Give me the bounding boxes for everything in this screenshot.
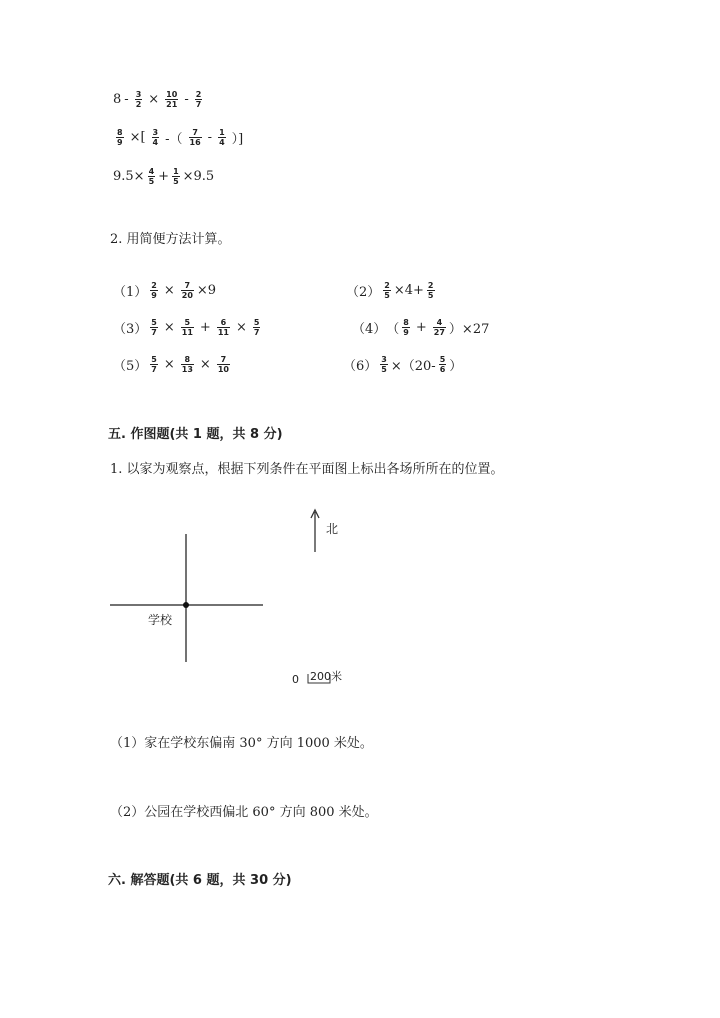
fraction: [165, 90, 178, 109]
fraction: [135, 90, 143, 109]
fraction: [402, 318, 410, 337]
fraction: [253, 318, 261, 337]
numerator: 7: [220, 355, 227, 364]
operator: -: [184, 92, 189, 107]
operator: ×: [148, 92, 160, 107]
q2-item-3: [113, 318, 263, 337]
north-arrow-icon: [311, 510, 319, 552]
denominator: 5: [427, 291, 434, 300]
denominator: 5: [384, 291, 390, 300]
numerator: 4: [436, 318, 443, 327]
numerator: 2: [195, 90, 202, 99]
numerator: 3: [135, 90, 142, 99]
denominator: 20: [181, 291, 193, 300]
item-label: （6）: [343, 359, 378, 374]
numerator: 7: [192, 128, 198, 137]
denominator: 27: [433, 328, 445, 337]
q2-item-1: [113, 281, 216, 300]
number: ×9.5: [182, 169, 215, 184]
numerator: 2: [384, 281, 390, 290]
item-label: （2）: [346, 285, 381, 300]
operator: ×: [235, 320, 247, 335]
numerator: 2: [151, 281, 157, 290]
denominator: 5: [173, 177, 179, 186]
q2-item-6: [343, 355, 462, 374]
fraction: [181, 355, 194, 374]
numerator: 3: [381, 355, 387, 364]
section-5-title: 五. 作图题(共 1 题，共 8 分): [108, 427, 283, 442]
operator: ×[: [129, 130, 146, 145]
operator: +: [415, 320, 427, 335]
operator: ×: [199, 357, 211, 372]
fraction: [181, 318, 194, 337]
operator: -: [207, 130, 213, 145]
operator: （: [386, 322, 400, 337]
denominator: 7: [253, 328, 260, 337]
denominator: 7: [195, 100, 202, 109]
denominator: 6: [439, 365, 446, 374]
numerator: 3: [152, 128, 159, 137]
section-5-sub1: （1）家在学校东偏南 30° 方向 1000 米处。: [110, 736, 373, 751]
denominator: 9: [117, 138, 123, 147]
operator: +: [158, 169, 170, 184]
numerator: 8: [184, 355, 191, 364]
expr-row-3: [113, 167, 214, 186]
operator: ）]: [231, 132, 244, 147]
fraction: [172, 167, 180, 186]
operator: -（: [165, 132, 183, 147]
school-label: 学校: [148, 613, 173, 627]
numerator: 5: [151, 318, 157, 327]
numerator: 10: [166, 90, 178, 99]
operator: ×（20-: [390, 359, 436, 374]
numerator: 5: [253, 318, 260, 327]
fraction: [116, 128, 124, 147]
fraction: [152, 128, 160, 147]
operator: ×: [163, 357, 175, 372]
denominator: 11: [217, 328, 229, 337]
denominator: 4: [152, 138, 159, 147]
operator: ）: [449, 359, 463, 374]
denominator: 11: [181, 328, 193, 337]
fraction: [150, 355, 158, 374]
numerator: 5: [151, 355, 157, 364]
denominator: 2: [135, 100, 142, 109]
numerator: 8: [403, 318, 409, 327]
number: 8: [113, 92, 122, 107]
fraction: [148, 167, 156, 186]
denominator: 7: [151, 328, 157, 337]
section-5-sub2: （2）公园在学校西偏北 60° 方向 800 米处。: [110, 805, 378, 820]
denominator: 16: [189, 138, 201, 147]
numerator: 5: [439, 355, 446, 364]
denominator: 21: [166, 100, 178, 109]
denominator: 9: [403, 328, 409, 337]
item-label: （1）: [113, 285, 148, 300]
section-6-title: 六. 解答题(共 6 题，共 30 分): [108, 873, 292, 888]
numerator: 5: [184, 318, 191, 327]
fraction: [439, 355, 447, 374]
scale-label: 200米: [310, 670, 342, 683]
north-label: 北: [326, 522, 339, 536]
item-label: （4）: [352, 322, 387, 337]
expr-row-2: [113, 128, 246, 147]
operator: ×: [163, 320, 175, 335]
item-label: （5）: [113, 359, 148, 374]
map-diagram: [0, 500, 720, 700]
fraction: [427, 281, 435, 300]
denominator: 5: [148, 177, 155, 186]
fraction: [218, 128, 226, 147]
scale-zero: 0: [292, 673, 299, 686]
q2-heading: 2. 用简便方法计算。: [110, 232, 231, 247]
numerator: 1: [173, 167, 179, 176]
q2-item-5: [113, 355, 233, 374]
denominator: 13: [181, 365, 193, 374]
fraction: [189, 128, 202, 147]
numerator: 8: [117, 128, 123, 137]
denominator: 10: [217, 365, 229, 374]
fraction: [217, 355, 230, 374]
expr-row-1: [113, 90, 205, 109]
numerator: 4: [148, 167, 155, 176]
fraction: [150, 281, 158, 300]
fraction: [195, 90, 203, 109]
section-5-q1: 1. 以家为观察点，根据下列条件在平面图上标出各场所所在的位置。: [110, 462, 504, 477]
fraction: [150, 318, 158, 337]
operator: +: [199, 320, 211, 335]
numerator: 1: [219, 128, 225, 137]
numerator: 6: [220, 318, 227, 327]
fraction: [383, 281, 391, 300]
q2-item-4: [352, 318, 489, 337]
numerator: 7: [184, 281, 191, 290]
operator: ×4+: [393, 283, 424, 298]
fraction: [181, 281, 194, 300]
item-label: （3）: [113, 322, 148, 337]
school-point: [183, 602, 189, 608]
denominator: 4: [219, 138, 225, 147]
operator: ×: [163, 283, 175, 298]
fraction: [217, 318, 230, 337]
number: 9.5×: [113, 169, 145, 184]
fraction: [380, 355, 388, 374]
denominator: 5: [381, 365, 387, 374]
operator: -: [124, 92, 129, 107]
operator: ×9: [196, 283, 217, 298]
fraction: [433, 318, 446, 337]
q2-item-2: [346, 281, 438, 300]
operator: ）×27: [448, 322, 490, 337]
denominator: 7: [151, 365, 157, 374]
denominator: 9: [151, 291, 157, 300]
numerator: 2: [427, 281, 434, 290]
